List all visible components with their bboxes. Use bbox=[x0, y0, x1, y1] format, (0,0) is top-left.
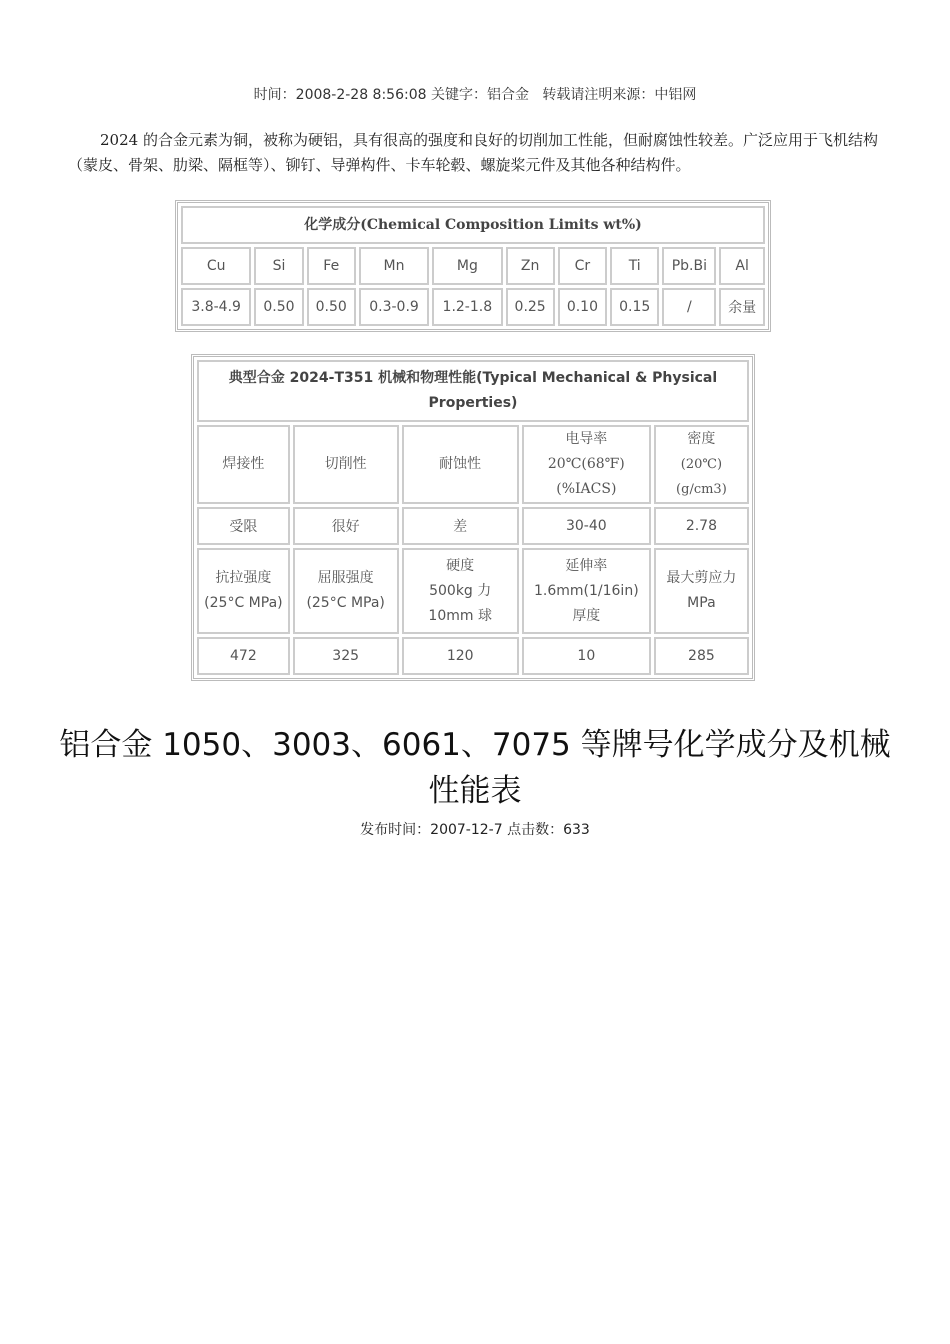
header-line: 延伸率 bbox=[565, 557, 608, 574]
time-label: 时间： bbox=[253, 87, 296, 103]
header-line: (25°C MPa) bbox=[306, 595, 385, 611]
chem-table-title bbox=[181, 206, 765, 244]
header-line: 1.6mm(1/16in) bbox=[533, 582, 639, 599]
mech-value-cell: 325 bbox=[293, 637, 399, 675]
chem-header-cell: Mg bbox=[432, 247, 502, 285]
mech-value-cell: 2.78 bbox=[654, 507, 749, 545]
mech-table-title bbox=[197, 360, 749, 422]
header-line: 500kg 力 bbox=[429, 582, 492, 599]
publish-info bbox=[0, 819, 950, 839]
mech-header-cell bbox=[293, 425, 399, 504]
publish-date: 2007-12-7 bbox=[430, 822, 503, 838]
mech-header-cell bbox=[197, 425, 290, 504]
chem-value-cell: 0.10 bbox=[558, 288, 607, 326]
chem-value-cell: 0.25 bbox=[506, 288, 555, 326]
mech-title-text: 典型合金 2024-T351 机械和物理性能(Typical Mechanical & Physical Properties) bbox=[228, 370, 718, 411]
header-line: 抗拉强度 bbox=[215, 570, 272, 586]
mech-header-row-2 bbox=[197, 548, 749, 634]
mech-value-row-2 bbox=[197, 637, 749, 675]
header-line: 焊接性 bbox=[222, 456, 265, 472]
chem-header-cell: Cu bbox=[181, 247, 251, 285]
header-line: (25°C MPa) bbox=[204, 595, 283, 611]
mech-value-cell: 30-40 bbox=[522, 507, 651, 545]
header-line: 电导率 20℃(68℉) bbox=[547, 431, 625, 472]
chem-value-cell: 1.2-1.8 bbox=[432, 288, 502, 326]
header-line: 10mm 球 bbox=[428, 607, 492, 624]
chem-header-cell: Ti bbox=[610, 247, 659, 285]
mech-value-row-1 bbox=[197, 507, 749, 545]
mech-value-cell: 285 bbox=[654, 637, 749, 675]
chem-value-cell: 0.3-0.9 bbox=[359, 288, 429, 326]
chem-header-cell: Si bbox=[254, 247, 303, 285]
mech-header-cell bbox=[402, 425, 519, 504]
header-line: 切削性 bbox=[324, 456, 367, 472]
chem-header-cell: Cr bbox=[558, 247, 607, 285]
time-value: 2008-2-28 8:56:08 bbox=[295, 87, 427, 103]
header-line: 硬度 bbox=[446, 557, 475, 574]
chem-value-cell: 0.50 bbox=[307, 288, 356, 326]
mech-value-cell: 472 bbox=[197, 637, 290, 675]
chem-value-cell: 余量 bbox=[719, 288, 765, 326]
mech-value-cell: 10 bbox=[522, 637, 651, 675]
header-line: 密度 bbox=[687, 431, 716, 447]
mech-value-cell: 很好 bbox=[293, 507, 399, 545]
header-line: 厚度 bbox=[572, 607, 601, 624]
header-line: 最大剪应力 bbox=[666, 570, 737, 586]
source-text: 转载请注明来源：中铝网 bbox=[542, 87, 697, 103]
chem-header-cell: Zn bbox=[506, 247, 555, 285]
clicks-label: 点击数： bbox=[507, 822, 564, 838]
mech-header-cell bbox=[522, 425, 651, 504]
mech-header-cell bbox=[522, 548, 651, 634]
mech-header-cell bbox=[654, 425, 749, 504]
mech-value-cell: 120 bbox=[402, 637, 519, 675]
chem-header-row bbox=[181, 247, 765, 285]
header-line: 屈服强度 bbox=[317, 570, 374, 586]
chem-header-cell: Fe bbox=[307, 247, 356, 285]
mech-value-cell: 受限 bbox=[197, 507, 290, 545]
mech-value-cell: 差 bbox=[402, 507, 519, 545]
chem-value-cell: 3.8-4.9 bbox=[181, 288, 251, 326]
chem-title-text: 化学成分(Chemical Composition Limits wt%) bbox=[304, 216, 642, 233]
article-headline: 铝合金 1050、3003、6061、7075 等牌号化学成分及机械性能表 bbox=[59, 727, 891, 809]
clicks-count: 633 bbox=[563, 822, 590, 838]
keyword-label: 关键字：铝合金 bbox=[430, 87, 529, 103]
article-meta bbox=[0, 84, 950, 104]
publish-label: 发布时间： bbox=[360, 822, 431, 838]
chem-header-cell: Pb.Bi bbox=[662, 247, 716, 285]
mech-header-row-1 bbox=[197, 425, 749, 504]
mech-header-cell bbox=[402, 548, 519, 634]
chem-value-row bbox=[181, 288, 765, 326]
mech-header-cell bbox=[654, 548, 749, 634]
header-line: (20℃)(g/cm3) bbox=[676, 457, 727, 497]
mechanical-properties-table bbox=[191, 354, 755, 681]
header-line: MPa bbox=[687, 595, 716, 611]
header-line: (%IACS) bbox=[556, 481, 617, 497]
chemical-composition-table bbox=[175, 200, 771, 332]
chem-header-cell: Al bbox=[719, 247, 765, 285]
header-line: 耐蚀性 bbox=[439, 456, 482, 472]
chem-value-cell: 0.15 bbox=[610, 288, 659, 326]
mech-header-cell bbox=[293, 548, 399, 634]
chem-value-cell: 0.50 bbox=[254, 288, 303, 326]
intro-paragraph: 2024 的合金元素为铜，被称为硬铝，具有很高的强度和良好的切削加工性能，但耐腐蚀性较差。广泛应用于飞机结构（蒙皮、骨架、肋梁、隔框等）、铆钉、导弹构件、卡车轮毂、螺旋桨元件及其他各种结构件。 bbox=[68, 131, 878, 174]
mech-header-cell bbox=[197, 548, 290, 634]
chem-header-cell: Mn bbox=[359, 247, 429, 285]
chem-value-cell: / bbox=[662, 288, 716, 326]
